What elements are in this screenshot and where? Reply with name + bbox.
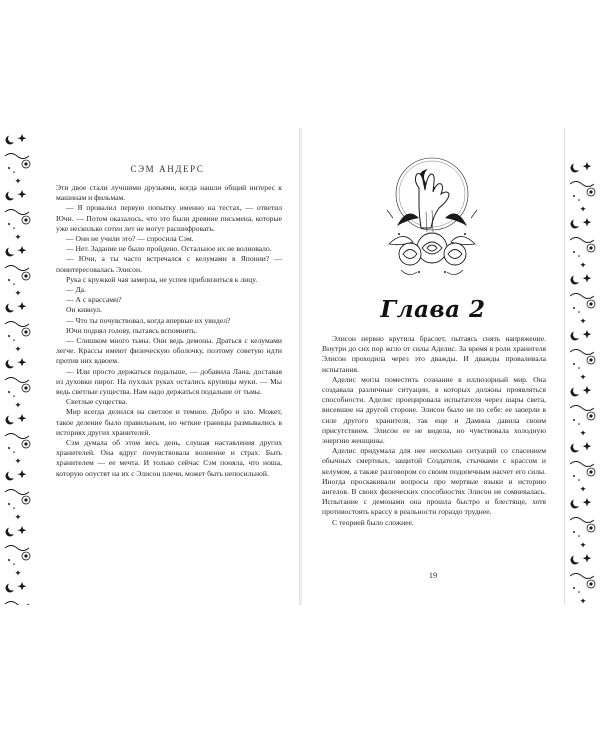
paragraph: — Они не учили это? — спросила Сэм. [66,234,194,244]
left-border-ornament [0,128,37,605]
moon-phase-ornament-icon [565,128,600,605]
page-number: 19 [428,570,438,580]
paragraph: Светлые существа. [66,397,128,407]
chapter-title: Глава 2 [380,296,486,323]
left-page [36,128,299,605]
paragraph: — А с крассами? [66,295,122,305]
hand-holding-crescent-moon-with-roses-icon [379,152,485,290]
paragraph: — Я провалил первую попытку именно на тестах, — ответил Ючи. — Потом оказалось, что это были древние письмена, которые уже несколько сотен лет не могут расшифровать. [56,203,282,233]
paragraph: — Слишком много тьмы. Они ведь демоны. Драться с келумами легче. Крассы имеют физическую оболочку, поэтому советую идти против них вдвоем. [56,336,282,366]
paragraph: Элисон нервно крутила браслет, пытаясь снять напряжение. Внутри до сих пор жгло от силы Аделис. За время в роли хранителя Элисон проходила через это дважды. И дважды проваливала испытания. [322,334,546,374]
right-page-text [322,334,546,528]
paragraph: — Или просто держаться подальше, — добавила Лана, доставая из духовки пирог. На пухлых руках остались крупицы муки. — Мы ведь светлые существа. Нам надо держаться подальше от тьмы. [56,366,282,397]
paragraph: Ючи поднял голову, пытаясь вспомнить. [66,325,198,335]
paragraph: Аделис могла поместить сознание в иллюзорный мир. Она создавала различные ситуации, в которых должны проявляться способности. Аделис проецировала испытателя через шары света, висевшие на другой стороне. Элисон было не по себе: ее заперли в силе другого хранителя, так еще и Дамина давила своим присутствием. Элисон ее не видела, но чувствовала холодную энергию женщины. [322,374,546,446]
right-border-ornament [564,128,600,605]
paragraph: Сэм думала об этом весь день, слушая наставления других хранителей. Она вдруг почувствовала волнение и страх. Быть хранителем — ее мечта. И только сейчас Сэм поняла, что ноша, которую опустят на их с Элисон плечи, может быть непосильной. [56,438,282,478]
left-page-text [56,183,282,479]
paragraph: Эти двое стали лучшими друзьями, когда нашли общий интерес к машинам и фильмам. [56,183,282,203]
paragraph: — Что ты почувствовал, когда впервые их увидел? [66,315,231,325]
paragraph: — Нет. Задание не было пройдено. Остальное их не волновало. [66,244,272,254]
paragraph: С теорией было сложнее. [332,517,414,527]
running-head: СЭМ АНДЕРС [130,164,205,174]
right-page [302,128,564,605]
paragraph: — Ючи, а ты часто встречался с келумами в Японии? — поинтересовалась Элисон. [56,254,282,274]
paragraph: Мир всегда делился на светлое и темное. Добро и зло. Может, такое деление было правильным, но четкие границы размывались в историях других хранителей. [56,407,282,437]
paragraph: Аделис придумала для нее несколько ситуаций со спасением обычных смертных, защитой Создателя, стычками с крассом и келумом, а также разговором со своим подопечным насчет его силы. Иногда проскакивали вопросы про мертвые языки и историю ангелов. В своих физических способностях Элисон не сомневалась. Испытание с демонами она прошла быстро и блестяще, хотя противостоять крассу в реальности гораздо труднее. [322,446,546,517]
paragraph: Рука с кружкой чая замерла, не успев приблизиться к лицу. [66,274,258,284]
paragraph: — Да. [66,285,86,295]
paragraph: Он кивнул. [66,305,102,315]
moon-phase-ornament-icon [0,128,36,605]
